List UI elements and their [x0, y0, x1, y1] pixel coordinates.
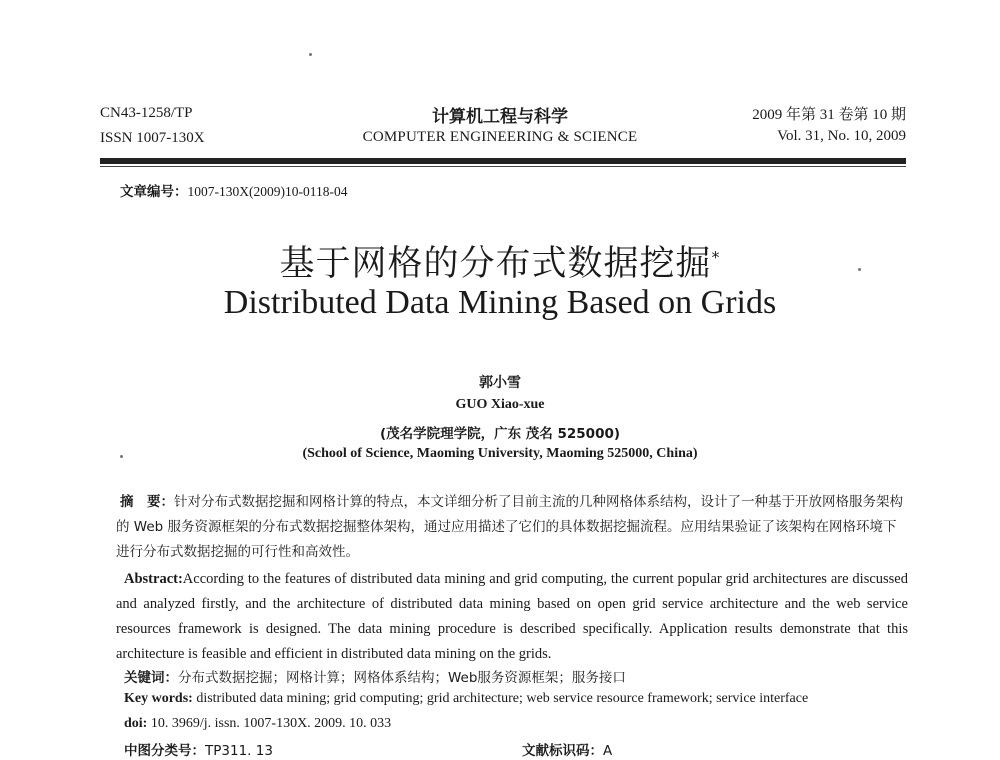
abstract-en-label: Abstract:	[124, 571, 183, 587]
article-id	[120, 180, 347, 200]
document-code-label: 文献标识码：	[522, 743, 603, 759]
scan-speck	[858, 268, 861, 271]
abstract-en-text: According to the features of distributed data mining and grid computing, the current popular grid architectures are discussed and analyzed firstly, and the architecture of distributed data mining based on open grid service architecture and the web service resources framework is designed. The data mining procedure is described specifically. Application results demonstrate that this architecture is feasible and efficient in distributed data mining on the grids.	[116, 571, 908, 662]
title-en: Distributed Data Mining Based on Grids	[223, 284, 777, 321]
doi-label: doi:	[124, 716, 148, 731]
doi	[124, 716, 391, 732]
title-footnote-mark: *	[711, 247, 721, 267]
doi-text: 10. 3969/j. issn. 1007-130X. 2009. 10. 033	[150, 716, 392, 731]
article-id-value: 1007-130X(2009)10-0118-04	[187, 184, 348, 199]
journal-title-en: COMPUTER ENGINEERING & SCIENCE	[362, 129, 638, 145]
affiliation-cn: (茂名学院理学院，广东 茂名 525000)	[379, 426, 621, 442]
issue-cn: 2009 年第 31 卷第 10 期	[752, 107, 906, 123]
classification	[124, 739, 273, 759]
abstract-cn-text: 针对分布式数据挖掘和网格计算的特点，本文详细分析了目前主流的几种网格体系结构，设计了一种基于开放网格服务架构的 Web 服务资源框架的分布式数据挖掘整体架构，通过应用描述了它们的具体数据挖掘流程。应用结果验证了该架构在网格环境下进行分布式数据挖掘的可行性和高效性。	[116, 494, 903, 560]
header-issn: ISSN 1007-130X	[100, 130, 205, 146]
header-rule-thick	[100, 158, 906, 164]
article-id-label: 文章编号：	[120, 184, 188, 200]
keywords-en	[124, 691, 808, 707]
keywords-cn-text: 分布式数据挖掘；网格计算；网格体系结构；Web服务资源框架；服务接口	[178, 670, 626, 686]
title-cn-text: 基于网格的分布式数据挖掘	[279, 244, 712, 284]
header-rule-thin	[100, 166, 906, 167]
keywords-cn-label: 关键词：	[124, 670, 178, 686]
issue-en: Vol. 31, No. 10, 2009	[777, 128, 906, 144]
classification-label: 中图分类号：	[124, 743, 205, 759]
abstract-cn	[116, 490, 908, 565]
keywords-cn	[124, 666, 626, 686]
scan-speck	[120, 455, 123, 458]
document-code	[522, 739, 612, 759]
author-en: GUO Xiao-xue	[455, 397, 545, 412]
classification-text: TP311. 13	[205, 743, 273, 759]
header-cn-number: CN43-1258/TP	[100, 105, 193, 121]
abstract-en	[116, 567, 908, 667]
keywords-en-label: Key words:	[124, 691, 193, 706]
journal-title-cn: 计算机工程与科学	[432, 107, 568, 127]
author-cn: 郭小雪	[479, 375, 521, 391]
title-cn	[0, 236, 1000, 286]
affiliation-en: (School of Science, Maoming University, Maoming 525000, China)	[302, 446, 698, 461]
document-code-text: A	[603, 743, 613, 759]
abstract-cn-label: 摘 要：	[120, 494, 174, 510]
keywords-en-text: distributed data mining; grid computing; grid architecture; web service resource framework; service interface	[196, 691, 809, 706]
scan-speck	[309, 53, 312, 56]
